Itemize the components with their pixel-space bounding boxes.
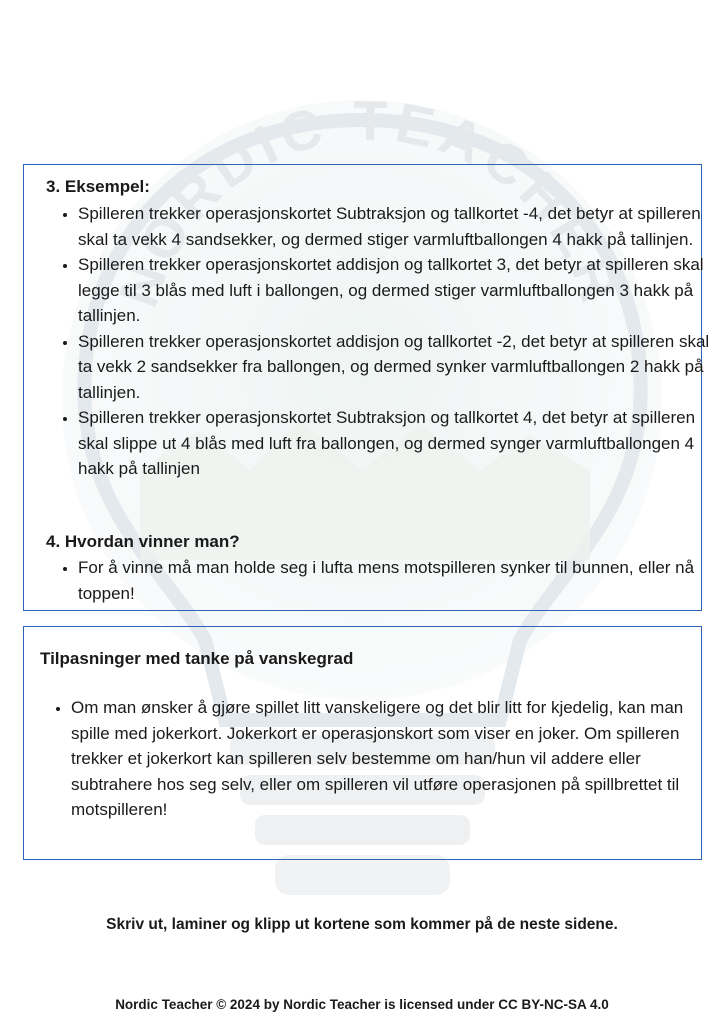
- list-item: • Om man ønsker å gjøre spillet litt vanskeligere og det blir litt for kjedelig, kan man spille med jokerkort. Jokerkort er operasjonskort som viser en joker. Om spilleren trekker et jokerkort kan spilleren selv bestemme om han/hun vil addere eller subtrahere hos seg selv, eller om spilleren vil utføre operasjonen på spillbrettet til motspilleren!: [71, 695, 711, 823]
- list-item: • Spilleren trekker operasjonskortet addisjon og tallkortet -2, det betyr at spilleren skal ta vekk 2 sandsekker fra ballongen, og dermed synker varmluftballongen 2 hakk på tallinjen.: [78, 329, 718, 406]
- adaptations-list: [41, 695, 711, 823]
- section-heading-example: 3. Eksempel:: [46, 177, 150, 196]
- section-heading-how-to-win: 4. Hvordan vinner man?: [46, 532, 240, 551]
- license-footer: Nordic Teacher © 2024 by Nordic Teacher is licensed under CC BY-NC-SA 4.0: [115, 997, 609, 1012]
- example-list: [48, 201, 718, 482]
- how-to-win-list: [48, 555, 718, 606]
- print-instruction: Skriv ut, laminer og klipp ut kortene som kommer på de neste sidene.: [106, 916, 618, 933]
- section-heading-adaptations: Tilpasninger med tanke på vanskegrad: [40, 649, 354, 668]
- list-item: • For å vinne må man holde seg i lufta mens motspilleren synker til bunnen, eller nå toppen!: [78, 555, 718, 606]
- svg-text:NORDIC TEACHER: NORDIC TEACHER: [106, 88, 634, 315]
- rules-box: [23, 164, 710, 611]
- list-item: • Spilleren trekker operasjonskortet addisjon og tallkortet 3, det betyr at spilleren skal legge til 3 blås med luft i ballongen, og dermed stiger varmluftballongen 3 hakk på tallinjen.: [78, 252, 718, 329]
- list-item: • Spilleren trekker operasjonskortet Subtraksjon og tallkortet 4, det betyr at spilleren skal slippe ut 4 blås med luft fra ballongen, og dermed synger varmluftballongen 4 hakk på tallinjen: [78, 405, 718, 482]
- adaptations-box: [23, 626, 702, 860]
- list-item: • Spilleren trekker operasjonskortet Subtraksjon og tallkortet -4, det betyr at spilleren skal ta vekk 4 sandsekker, og dermed stiger varmluftballongen 4 hakk på tallinjen.: [78, 201, 718, 252]
